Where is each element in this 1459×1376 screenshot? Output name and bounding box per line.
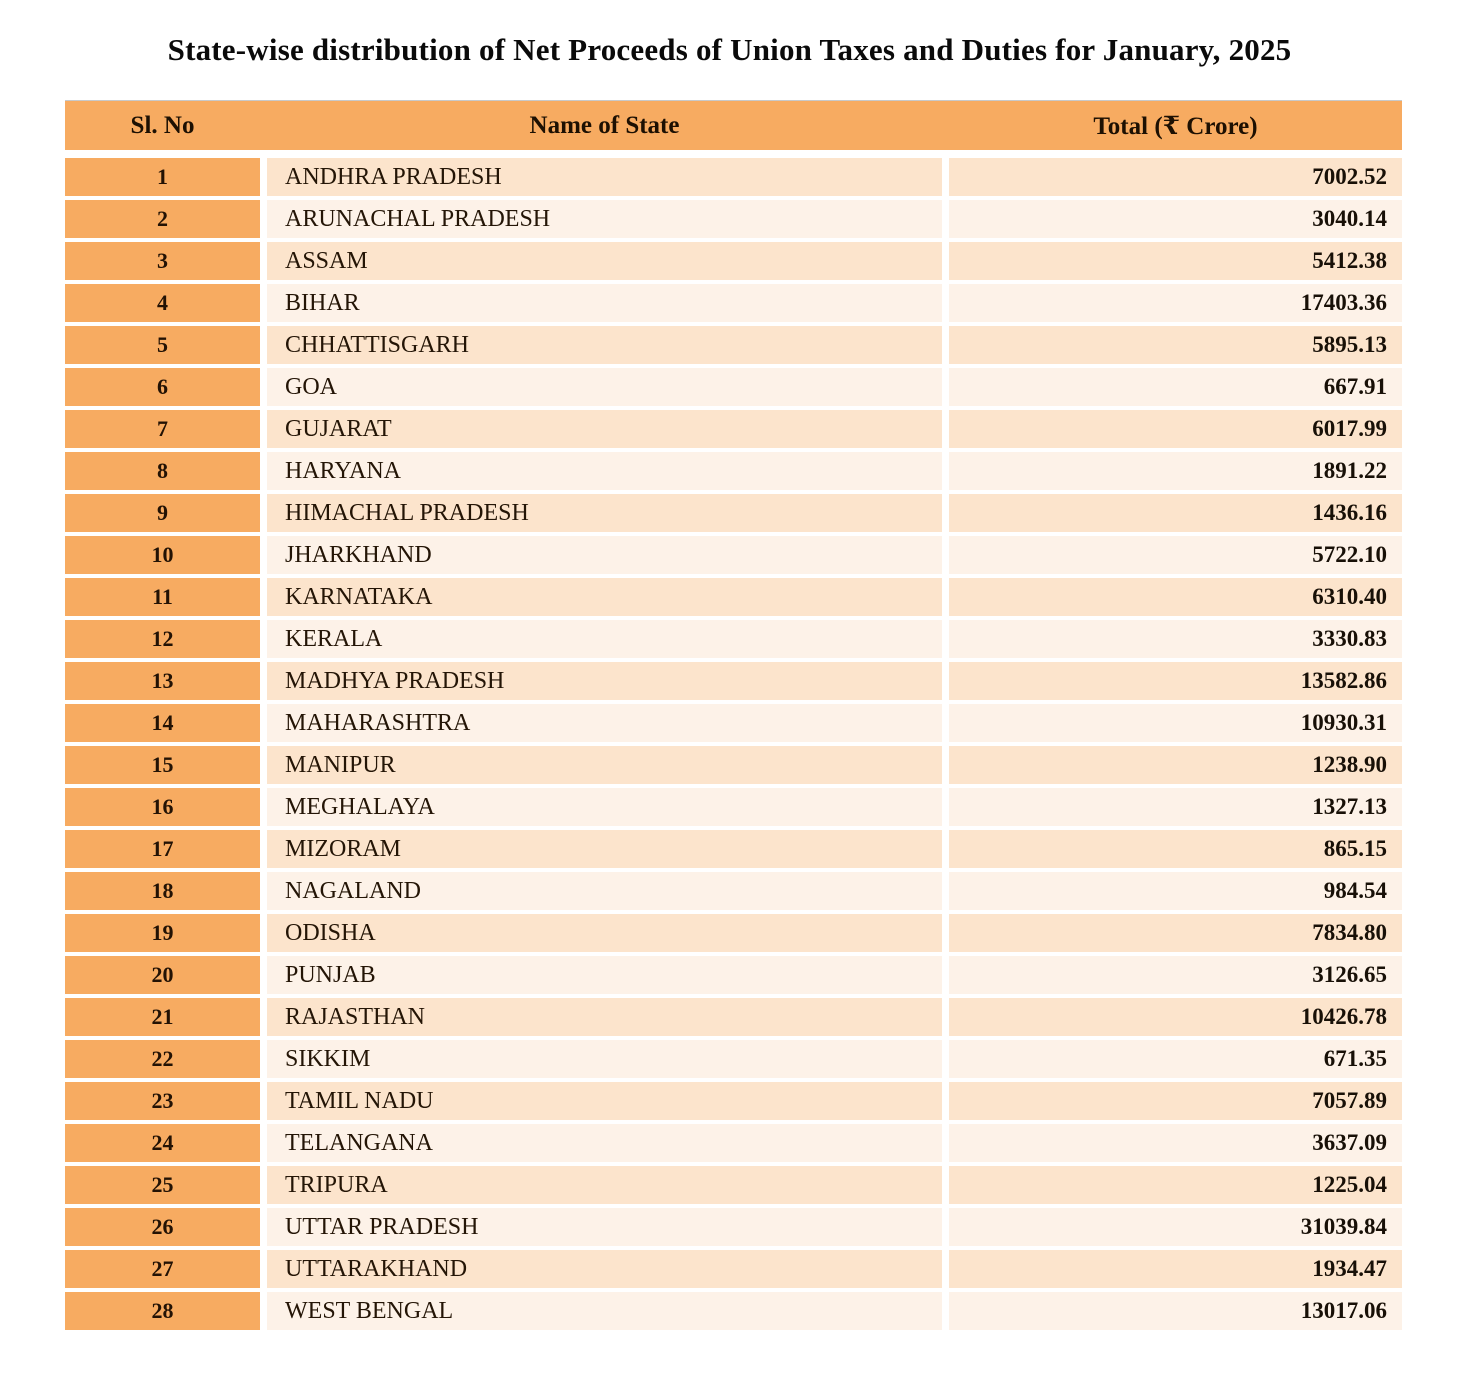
- table-row: [65, 452, 1402, 490]
- cell-total: 10426.78: [949, 998, 1402, 1036]
- table-row: [65, 914, 1402, 952]
- table-row: [65, 200, 1402, 238]
- column-header-sl-no: Sl. No: [130, 111, 195, 139]
- cell-state-name: TELANGANA: [267, 1124, 942, 1162]
- cell-sl-no: 12: [65, 620, 260, 658]
- cell-sl-no: 19: [65, 914, 260, 952]
- cell-total: 984.54: [949, 872, 1402, 910]
- cell-sl-no: 18: [65, 872, 260, 910]
- cell-total: 6310.40: [949, 578, 1402, 616]
- table-row: [65, 1292, 1402, 1330]
- cell-state-name: SIKKIM: [267, 1040, 942, 1078]
- cell-state-name: CHHATTISGARH: [267, 326, 942, 364]
- table-row: [65, 788, 1402, 826]
- cell-sl-no: 3: [65, 242, 260, 280]
- table-row: [65, 620, 1402, 658]
- cell-total: 3040.14: [949, 200, 1402, 238]
- cell-sl-no: 4: [65, 284, 260, 322]
- cell-state-name: UTTAR PRADESH: [267, 1208, 942, 1246]
- table-row: [65, 1250, 1402, 1288]
- cell-sl-no: 13: [65, 662, 260, 700]
- cell-state-name: NAGALAND: [267, 872, 942, 910]
- cell-sl-no: 28: [65, 1292, 260, 1330]
- cell-total: 31039.84: [949, 1208, 1402, 1246]
- cell-state-name: HIMACHAL PRADESH: [267, 494, 942, 532]
- cell-state-name: TAMIL NADU: [267, 1082, 942, 1120]
- cell-total: 7002.52: [949, 158, 1402, 196]
- cell-state-name: MADHYA PRADESH: [267, 662, 942, 700]
- cell-state-name: MAHARASHTRA: [267, 704, 942, 742]
- cell-state-name: WEST BENGAL: [267, 1292, 942, 1330]
- cell-sl-no: 8: [65, 452, 260, 490]
- column-header-total: Total (₹ Crore): [1093, 112, 1258, 140]
- cell-sl-no: 17: [65, 830, 260, 868]
- table-row: [65, 1082, 1402, 1120]
- cell-state-name: PUNJAB: [267, 956, 942, 994]
- table-row: [65, 494, 1402, 532]
- cell-sl-no: 20: [65, 956, 260, 994]
- table-row: [65, 158, 1402, 196]
- cell-total: 671.35: [949, 1040, 1402, 1078]
- cell-total: 7057.89: [949, 1082, 1402, 1120]
- table-row: [65, 956, 1402, 994]
- cell-total: 17403.36: [949, 284, 1402, 322]
- cell-total: 6017.99: [949, 410, 1402, 448]
- cell-total: 5722.10: [949, 536, 1402, 574]
- table-row: [65, 284, 1402, 322]
- cell-sl-no: 27: [65, 1250, 260, 1288]
- cell-state-name: MIZORAM: [267, 830, 942, 868]
- cell-sl-no: 9: [65, 494, 260, 532]
- cell-sl-no: 22: [65, 1040, 260, 1078]
- cell-state-name: ARUNACHAL PRADESH: [267, 200, 942, 238]
- cell-sl-no: 11: [65, 578, 260, 616]
- table-row: [65, 536, 1402, 574]
- table-row: [65, 242, 1402, 280]
- table-row: [65, 1040, 1402, 1078]
- cell-state-name: ANDHRA PRADESH: [267, 158, 942, 196]
- table-row: [65, 704, 1402, 742]
- cell-total: 10930.31: [949, 704, 1402, 742]
- table-row: [65, 1208, 1402, 1246]
- cell-state-name: ASSAM: [267, 242, 942, 280]
- cell-sl-no: 23: [65, 1082, 260, 1120]
- cell-sl-no: 24: [65, 1124, 260, 1162]
- cell-sl-no: 25: [65, 1166, 260, 1204]
- table-row: [65, 662, 1402, 700]
- table-row: [65, 830, 1402, 868]
- cell-state-name: TRIPURA: [267, 1166, 942, 1204]
- table-row: [65, 746, 1402, 784]
- cell-total: 5412.38: [949, 242, 1402, 280]
- tax-distribution-table: [65, 100, 1402, 1330]
- cell-sl-no: 14: [65, 704, 260, 742]
- cell-total: 1891.22: [949, 452, 1402, 490]
- cell-sl-no: 1: [65, 158, 260, 196]
- column-header-state-name: Name of State: [529, 111, 680, 139]
- cell-total: 3330.83: [949, 620, 1402, 658]
- table-body: [65, 158, 1402, 1330]
- cell-state-name: KERALA: [267, 620, 942, 658]
- cell-state-name: GOA: [267, 368, 942, 406]
- cell-total: 1934.47: [949, 1250, 1402, 1288]
- cell-state-name: UTTARAKHAND: [267, 1250, 942, 1288]
- cell-sl-no: 15: [65, 746, 260, 784]
- cell-sl-no: 16: [65, 788, 260, 826]
- cell-state-name: HARYANA: [267, 452, 942, 490]
- cell-state-name: KARNATAKA: [267, 578, 942, 616]
- cell-total: 865.15: [949, 830, 1402, 868]
- cell-total: 1327.13: [949, 788, 1402, 826]
- cell-state-name: ODISHA: [267, 914, 942, 952]
- page-title: State-wise distribution of Net Proceeds of Union Taxes and Duties for January, 2025: [167, 32, 1292, 67]
- cell-total: 667.91: [949, 368, 1402, 406]
- cell-sl-no: 21: [65, 998, 260, 1036]
- cell-state-name: GUJARAT: [267, 410, 942, 448]
- cell-total: 13017.06: [949, 1292, 1402, 1330]
- cell-sl-no: 2: [65, 200, 260, 238]
- table-row: [65, 368, 1402, 406]
- cell-total: 1225.04: [949, 1166, 1402, 1204]
- cell-total: 3637.09: [949, 1124, 1402, 1162]
- cell-sl-no: 7: [65, 410, 260, 448]
- cell-sl-no: 5: [65, 326, 260, 364]
- cell-state-name: MEGHALAYA: [267, 788, 942, 826]
- cell-state-name: JHARKHAND: [267, 536, 942, 574]
- table-row: [65, 410, 1402, 448]
- cell-total: 1238.90: [949, 746, 1402, 784]
- cell-sl-no: 26: [65, 1208, 260, 1246]
- cell-sl-no: 10: [65, 536, 260, 574]
- cell-state-name: RAJASTHAN: [267, 998, 942, 1036]
- table-row: [65, 1124, 1402, 1162]
- table-row: [65, 872, 1402, 910]
- cell-total: 1436.16: [949, 494, 1402, 532]
- cell-total: 13582.86: [949, 662, 1402, 700]
- cell-total: 5895.13: [949, 326, 1402, 364]
- cell-total: 7834.80: [949, 914, 1402, 952]
- table-header-row: [65, 100, 1402, 150]
- table-row: [65, 578, 1402, 616]
- table-row: [65, 998, 1402, 1036]
- cell-total: 3126.65: [949, 956, 1402, 994]
- cell-state-name: BIHAR: [267, 284, 942, 322]
- cell-sl-no: 6: [65, 368, 260, 406]
- table-row: [65, 1166, 1402, 1204]
- table-row: [65, 326, 1402, 364]
- cell-state-name: MANIPUR: [267, 746, 942, 784]
